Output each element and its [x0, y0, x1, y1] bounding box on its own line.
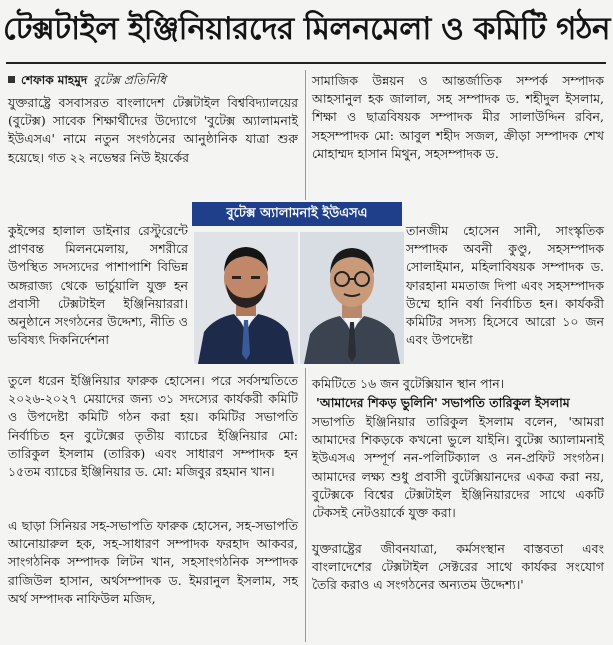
right-paragraph-5: যুক্তরাষ্ট্রের জীবনযাত্রা, কর্মসংস্থান বাস্তবতা এবং বাংলাদেশের টেক্সটাইল সেক্টরের সাথে কার্যকর সংযোগ তৈরি করাও এ সংগঠনের অন্যতম উদ্দেশ্য।' — [312, 541, 604, 593]
headline: টেক্সটাইল ইঞ্জিনিয়ারদের মিলনমেলা ও কমিটি গঠন — [3, 11, 610, 47]
bullet-icon — [8, 76, 15, 83]
portrait-president — [194, 232, 298, 364]
portrait-secretary — [300, 232, 404, 364]
right-paragraph-3: কমিটিতে ১৬ জন বুটেক্সিয়ান স্থান পান। — [312, 376, 505, 391]
right-paragraph-2: তানজীম হোসেন সানী, সাংস্কৃতিক সম্পাদক অবনী কুণ্ডু, সহসম্পাদক সোলাইমান, মহিলাবিষয়ক সম্পাদক ড. ফারহানা মমতাজ দিপা এবং সহসম্পাদক উম্মে হানি বর্ষা নির্বাচিত হন। কার্যকরী কমিটির সদস্য হিসেবে আরো ১০ জন এবং উপদেষ্টা — [406, 223, 604, 348]
person-portrait-icon — [194, 232, 298, 364]
left-paragraph-3: তুলে ধরেন ইঞ্জিনিয়ার ফারুক হোসেন। পরে সর্বসম্মতিতে ২০২৬-২০২৭ মেয়াদের জন্য ৩১ সদস্যের কার্যকরী কমিটি ও উপদেষ্টা কমিটি গঠন করা হয়। কমিটির সভাপতি নির্বাচিত হন বুটেক্সের তৃতীয় ব্যাচের ইঞ্জিনিয়ার মো: তারিকুল ইসলাম (তারিক) এবং সাধারণ সম্পাদক হন ১৫তম ব্যাচের ইঞ্জিনিয়ার ড. মো: মজিবুর রহমান খান। — [8, 373, 298, 480]
photo-banner: বুটেক্স অ্যালামনাই ইউএসএ — [192, 202, 402, 226]
subheading: 'আমাদের শিকড় ভুলিনি' সভাপতি তারিকুল ইসলাম — [316, 395, 570, 410]
left-paragraph-4: এ ছাড়া সিনিয়র সহ-সভাপতি ফারুক হোসেন, সহ-সভাপতি আনোয়ারুল হক, সহ-সাধারণ সম্পাদক ফরহাদ আকবর, সাংগঠনিক সম্পাদক লিটন খান, সহসাংগঠনিক সম্পাদক রাজিউল হাসান, অর্থসম্পাদক ড. ইমরানুল ইসলাম, সহ অর্থ সম্পাদক নাফিউল মজিদ, — [8, 518, 298, 606]
headline-rule — [6, 62, 606, 64]
byline — [8, 72, 166, 92]
byline-role: বুটেক্স প্রতিনিধি — [93, 73, 167, 87]
right-paragraph-1: সামাজিক উন্নয়ন ও আন্তর্জাতিক সম্পর্ক সম্পাদক আহসানুল হক জালাল, সহ সম্পাদক ড. শহীদুল ইসলাম, শিক্ষা ও ছাত্রবিষয়ক সম্পাদক মীর সালাউদ্দিন রবিন, সহসম্পাদক মো: আবুল শহীদ সজল, ক্রীড়া সম্পাদক শেখ মোহাম্মদ হাসান মিথুন, সহসম্পাদক ড. — [312, 73, 604, 161]
right-paragraph-4: সভাপতি ইঞ্জিনিয়ার তারিকুল ইসলাম বলেন, 'আমরা আমাদের শিকড়কে কখনো ভুলে যাইনি। বুটেক্স অ্যালামনাই ইউএসএ সম্পূর্ণ নন-পলিটিক্যাল ও নন-প্রফিট সংগঠন। আমাদের লক্ষ্য শুধু প্রবাসী বুটেক্সিয়ানদের একত্র করা নয়, বুটেক্সকে বিশ্বের টেক্সটাইল ইঞ্জিনিয়ারদের সাথে একটি টেকসই নেটওয়ার্কে যুক্ত করা। — [312, 414, 604, 521]
left-paragraph-2: কুইন্সের হালাল ডাইনার রেস্টুরেন্টে প্রাণবন্ত মিলনমেলায়, সশরীরে উপস্থিত সদস্যদের পাশাপাশি বিভিন্ন অঙ্গরাজ্য থেকে ভার্চুয়ালি যুক্ত হন প্রবাসী টেক্সটাইল ইঞ্জিনিয়াররা। অনুষ্ঠানে সংগঠনের উদ্দেশ্য, নীতি ও ভবিষ্যৎ দিকনির্দেশনা — [8, 223, 188, 348]
person-portrait-icon — [300, 232, 404, 364]
left-paragraph-1: যুক্তরাষ্ট্রে বসবাসরত বাংলাদেশ টেক্সটাইল বিশ্ববিদ্যালয়ের (বুটেক্স) সাবেক শিক্ষার্থীদের উদ্যোগে 'বুটেক্স অ্যালামনাই ইউএসএ' নামে নতুন সংগঠনের আনুষ্ঠানিক যাত্রা শুরু হয়েছে। গত ২২ নভেম্বর নিউ ইয়র্কের — [8, 95, 298, 165]
byline-name: শেফাক মাহমুদ — [21, 73, 88, 87]
